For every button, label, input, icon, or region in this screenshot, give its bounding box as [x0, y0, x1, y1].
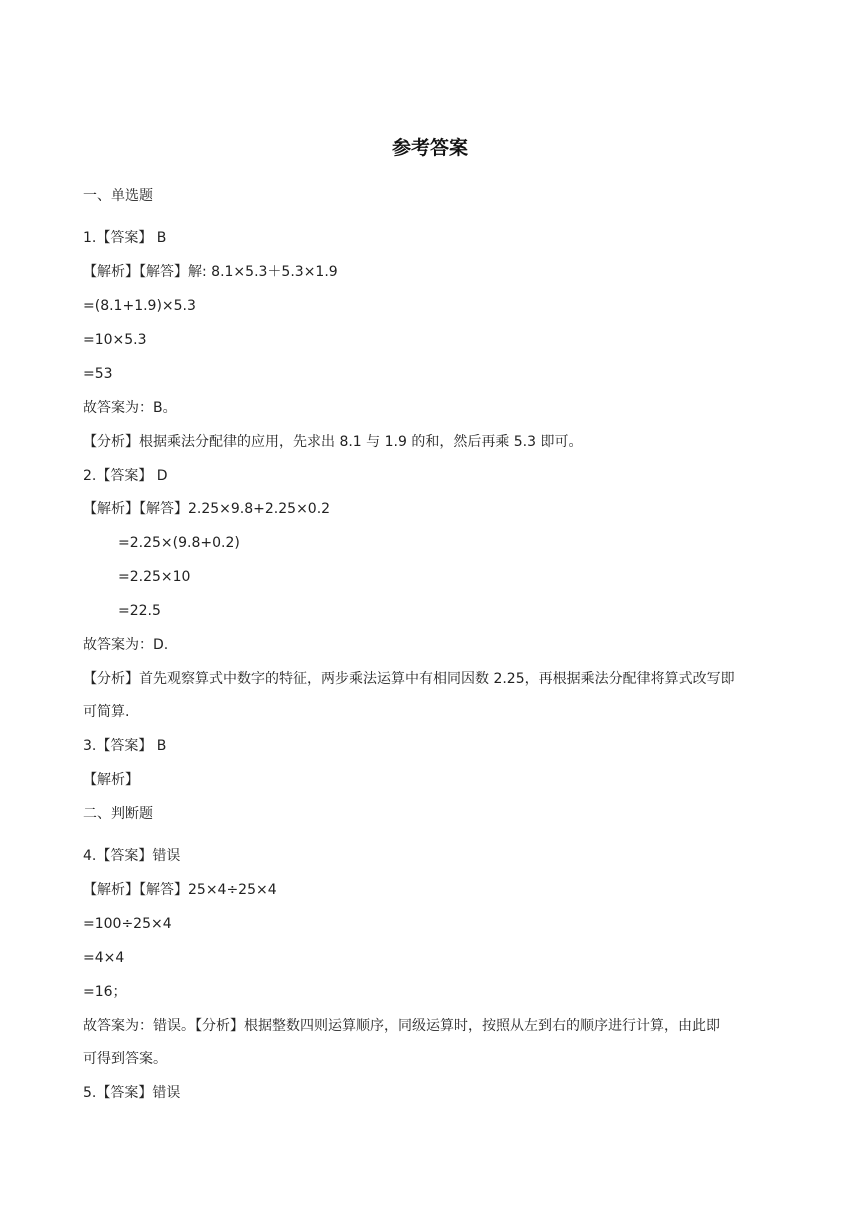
- solution-step: =16；: [83, 984, 127, 1000]
- answer-line-q5: 5.【答案】错误: [83, 1085, 181, 1101]
- conclusion-line-q1: 故答案为：B。: [83, 400, 177, 416]
- solution-step: =2.25×(9.8+0.2): [118, 535, 240, 551]
- answer-line-q2: 2.【答案】 D: [83, 468, 168, 484]
- solution-line-q3: 【解析】: [83, 772, 139, 788]
- solution-step: =22.5: [118, 603, 161, 619]
- solution-step: =4×4: [83, 950, 125, 966]
- conclusion-line-q2: 故答案为：D.: [83, 637, 169, 653]
- solution-line-q2: 【解析】【解答】2.25×9.8+2.25×0.2: [83, 501, 331, 517]
- section-heading-true-false: 二、判断题: [83, 806, 153, 822]
- page-title: 参考答案: [391, 137, 468, 159]
- analysis-line-q2: 【分析】首先观察算式中数字的特征，两步乘法运算中有相同因数 2.25，再根据乘法分配律将算式改写即: [83, 671, 735, 687]
- solution-step: =10×5.3: [83, 332, 147, 348]
- section-heading-single-choice: 一、单选题: [83, 188, 153, 204]
- solution-step: =2.25×10: [118, 569, 191, 585]
- solution-step: =(8.1+1.9)×5.3: [83, 298, 196, 314]
- answer-line-q3: 3.【答案】 B: [83, 738, 167, 754]
- analysis-line-q1: 【分析】根据乘法分配律的应用，先求出 8.1 与 1.9 的和，然后再乘 5.3 即可。: [83, 434, 583, 450]
- solution-line-q1: 【解析】【解答】解: 8.1×5.3＋5.3×1.9: [83, 264, 338, 280]
- answer-line-q1: 1.【答案】 B: [83, 230, 167, 246]
- conclusion-analysis-line-q4: 故答案为：错误。【分析】根据整数四则运算顺序，同级运算时，按照从左到右的顺序进行计算，由此即: [83, 1018, 720, 1034]
- conclusion-analysis-line-q4-cont: 可得到答案。: [83, 1051, 167, 1067]
- analysis-line-q2-cont: 可简算.: [83, 704, 130, 720]
- answer-line-q4: 4.【答案】错误: [83, 848, 181, 864]
- solution-step: =100÷25×4: [83, 916, 172, 932]
- solution-step: =53: [83, 366, 113, 382]
- solution-line-q4: 【解析】【解答】25×4÷25×4: [83, 882, 277, 898]
